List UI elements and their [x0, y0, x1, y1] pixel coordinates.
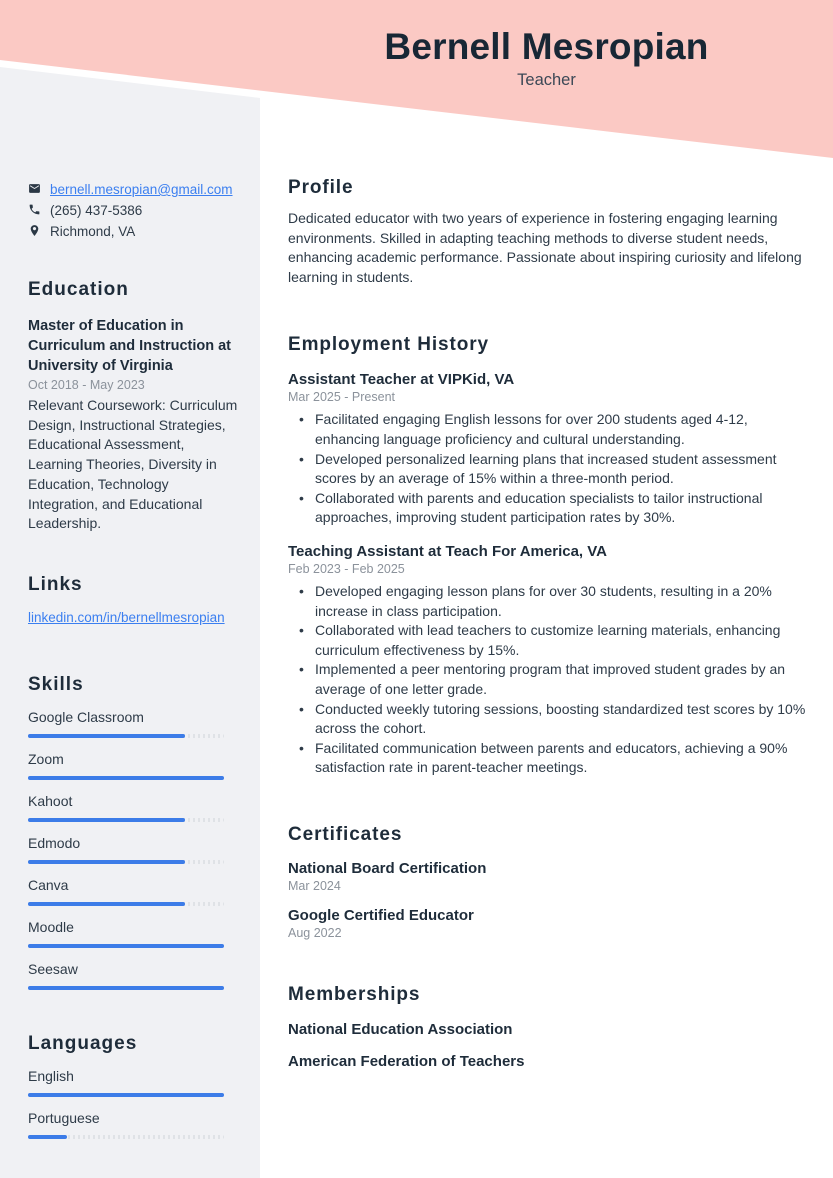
skills-heading: Skills: [28, 673, 84, 695]
language-bar-fill: [28, 1135, 67, 1139]
skill-item: [28, 793, 242, 822]
education-heading: Education: [28, 279, 129, 300]
skill-name: Canva: [28, 876, 69, 893]
employment-section: [288, 334, 812, 778]
education-description: Relevant Coursework: Curriculum Design, Instructional Strategies, Educational Assessment, Learning Theories, Diversity in Education, Technology Integration, and Educational Leadership.: [28, 397, 238, 532]
skill-bar-fill: [28, 818, 185, 822]
job-bullet: • Implemented a peer mentoring program that improved student grades by an average of one letter grade.: [299, 660, 812, 699]
job-title: Teaching Assistant at Teach For America, VA: [288, 542, 607, 560]
education-degree: Master of Education in Curriculum and Instruction at University of Virginia: [28, 318, 232, 374]
job-dates: Feb 2023 - Feb 2025: [288, 561, 405, 576]
skill-name: Seesaw: [28, 960, 78, 977]
skill-bar: [28, 986, 224, 990]
memberships-section: [288, 984, 812, 1070]
skill-name: Google Classroom: [28, 708, 144, 725]
skill-bar: [28, 734, 224, 738]
language-name: Portuguese: [28, 1109, 100, 1126]
linkedin-link[interactable]: linkedin.com/in/bernellmesropian: [28, 609, 225, 625]
contact-phone-row: [28, 200, 242, 221]
certificate-name: National Board Certification: [288, 859, 487, 877]
job-bullets: [288, 582, 812, 778]
education-section: [28, 279, 242, 534]
contact-block: [28, 179, 242, 242]
skills-section: [28, 674, 242, 990]
skill-bar: [28, 860, 224, 864]
candidate-job-title: Teacher: [517, 71, 576, 89]
candidate-name: Bernell Mesropian: [384, 26, 709, 67]
skill-bar-fill: [28, 734, 185, 738]
job-title: Assistant Teacher at VIPKid, VA: [288, 371, 515, 389]
phone-number: (265) 437-5386: [50, 203, 143, 218]
certificate-item: [288, 860, 812, 893]
skill-bar-fill: [28, 902, 185, 906]
location-pin-icon: [28, 224, 41, 240]
language-item: [28, 1110, 242, 1139]
job-bullet: • Collaborated with lead teachers to customize learning materials, enhancing curriculum effectiveness by 15%.: [299, 621, 812, 660]
certificate-item: [288, 907, 812, 940]
profile-heading: Profile: [288, 177, 354, 198]
sidebar: [28, 179, 242, 1139]
contact-email-row: [28, 179, 242, 200]
language-item: [28, 1068, 242, 1097]
phone-icon: [28, 203, 41, 219]
certificate-name: Google Certified Educator: [288, 906, 474, 924]
skill-item: [28, 961, 242, 990]
languages-section: [28, 1033, 242, 1139]
profile-text: Dedicated educator with two years of experience in fostering engaging learning environments. Skilled in adapting teaching methods to diverse student needs, enhancing academic performance. Passionate about inspiring curiosity and lifelong learning in students.: [288, 210, 802, 285]
skill-item: [28, 709, 242, 738]
language-bar: [28, 1093, 224, 1097]
skill-item: [28, 877, 242, 906]
skill-item: [28, 751, 242, 780]
skill-name: Edmodo: [28, 834, 81, 851]
membership-item: [288, 1021, 812, 1038]
job-bullet: • Conducted weekly tutoring sessions, boosting standardized test scores by 10% across the cohort.: [299, 700, 812, 739]
skill-name: Zoom: [28, 750, 64, 767]
skill-bar-fill: [28, 860, 185, 864]
language-bar-fill: [28, 1093, 224, 1097]
job-bullet: • Developed engaging lesson plans for over 30 students, resulting in a 20% increase in class participation.: [299, 582, 812, 621]
job-entry: [288, 371, 812, 528]
skill-bar: [28, 944, 224, 948]
skill-bar-fill: [28, 776, 224, 780]
job-dates: Mar 2025 - Present: [288, 390, 395, 405]
contact-location-row: [28, 221, 242, 242]
job-bullet: • Developed personalized learning plans that increased student assessment scores by an average of 15% within a three-month period.: [299, 450, 812, 489]
certificate-date: Aug 2022: [288, 925, 342, 940]
resume-header: [260, 26, 833, 90]
languages-heading: Languages: [28, 1032, 138, 1054]
skill-bar: [28, 818, 224, 822]
skill-name: Kahoot: [28, 792, 73, 809]
education-dates: Oct 2018 - May 2023: [28, 378, 145, 392]
employment-heading: Employment History: [288, 334, 489, 356]
main-column: [288, 177, 812, 1070]
membership-name: American Federation of Teachers: [288, 1052, 525, 1070]
job-entry: [288, 543, 812, 778]
job-bullet: • Collaborated with parents and education specialists to tailor instructional approaches, improving student participation rates by 30%.: [299, 489, 812, 528]
skill-item: [28, 919, 242, 948]
certificates-heading: Certificates: [288, 823, 403, 845]
skill-name: Moodle: [28, 918, 74, 935]
job-bullet: • Facilitated engaging English lessons for over 200 students aged 4-12, enhancing language proficiency and cultural understanding.: [299, 410, 812, 449]
location-text: Richmond, VA: [50, 224, 136, 239]
skill-bar-fill: [28, 944, 224, 948]
memberships-heading: Memberships: [288, 983, 421, 1005]
skill-bar: [28, 776, 224, 780]
certificates-section: [288, 824, 812, 940]
membership-name: National Education Association: [288, 1020, 513, 1038]
profile-section: [288, 177, 812, 287]
skill-bar-fill: [28, 986, 224, 990]
job-bullets: [288, 410, 812, 528]
links-heading: Links: [28, 573, 83, 595]
job-bullet: • Facilitated communication between parents and educators, achieving a 90% satisfaction rate in parent-teacher meetings.: [299, 739, 812, 778]
links-section: [28, 574, 242, 627]
certificate-date: Mar 2024: [288, 878, 341, 893]
skill-item: [28, 835, 242, 864]
email-link[interactable]: bernell.mesropian@gmail.com: [50, 182, 233, 197]
membership-item: [288, 1053, 812, 1070]
language-bar: [28, 1135, 224, 1139]
email-icon: [28, 182, 41, 198]
language-name: English: [28, 1067, 74, 1084]
skill-bar: [28, 902, 224, 906]
